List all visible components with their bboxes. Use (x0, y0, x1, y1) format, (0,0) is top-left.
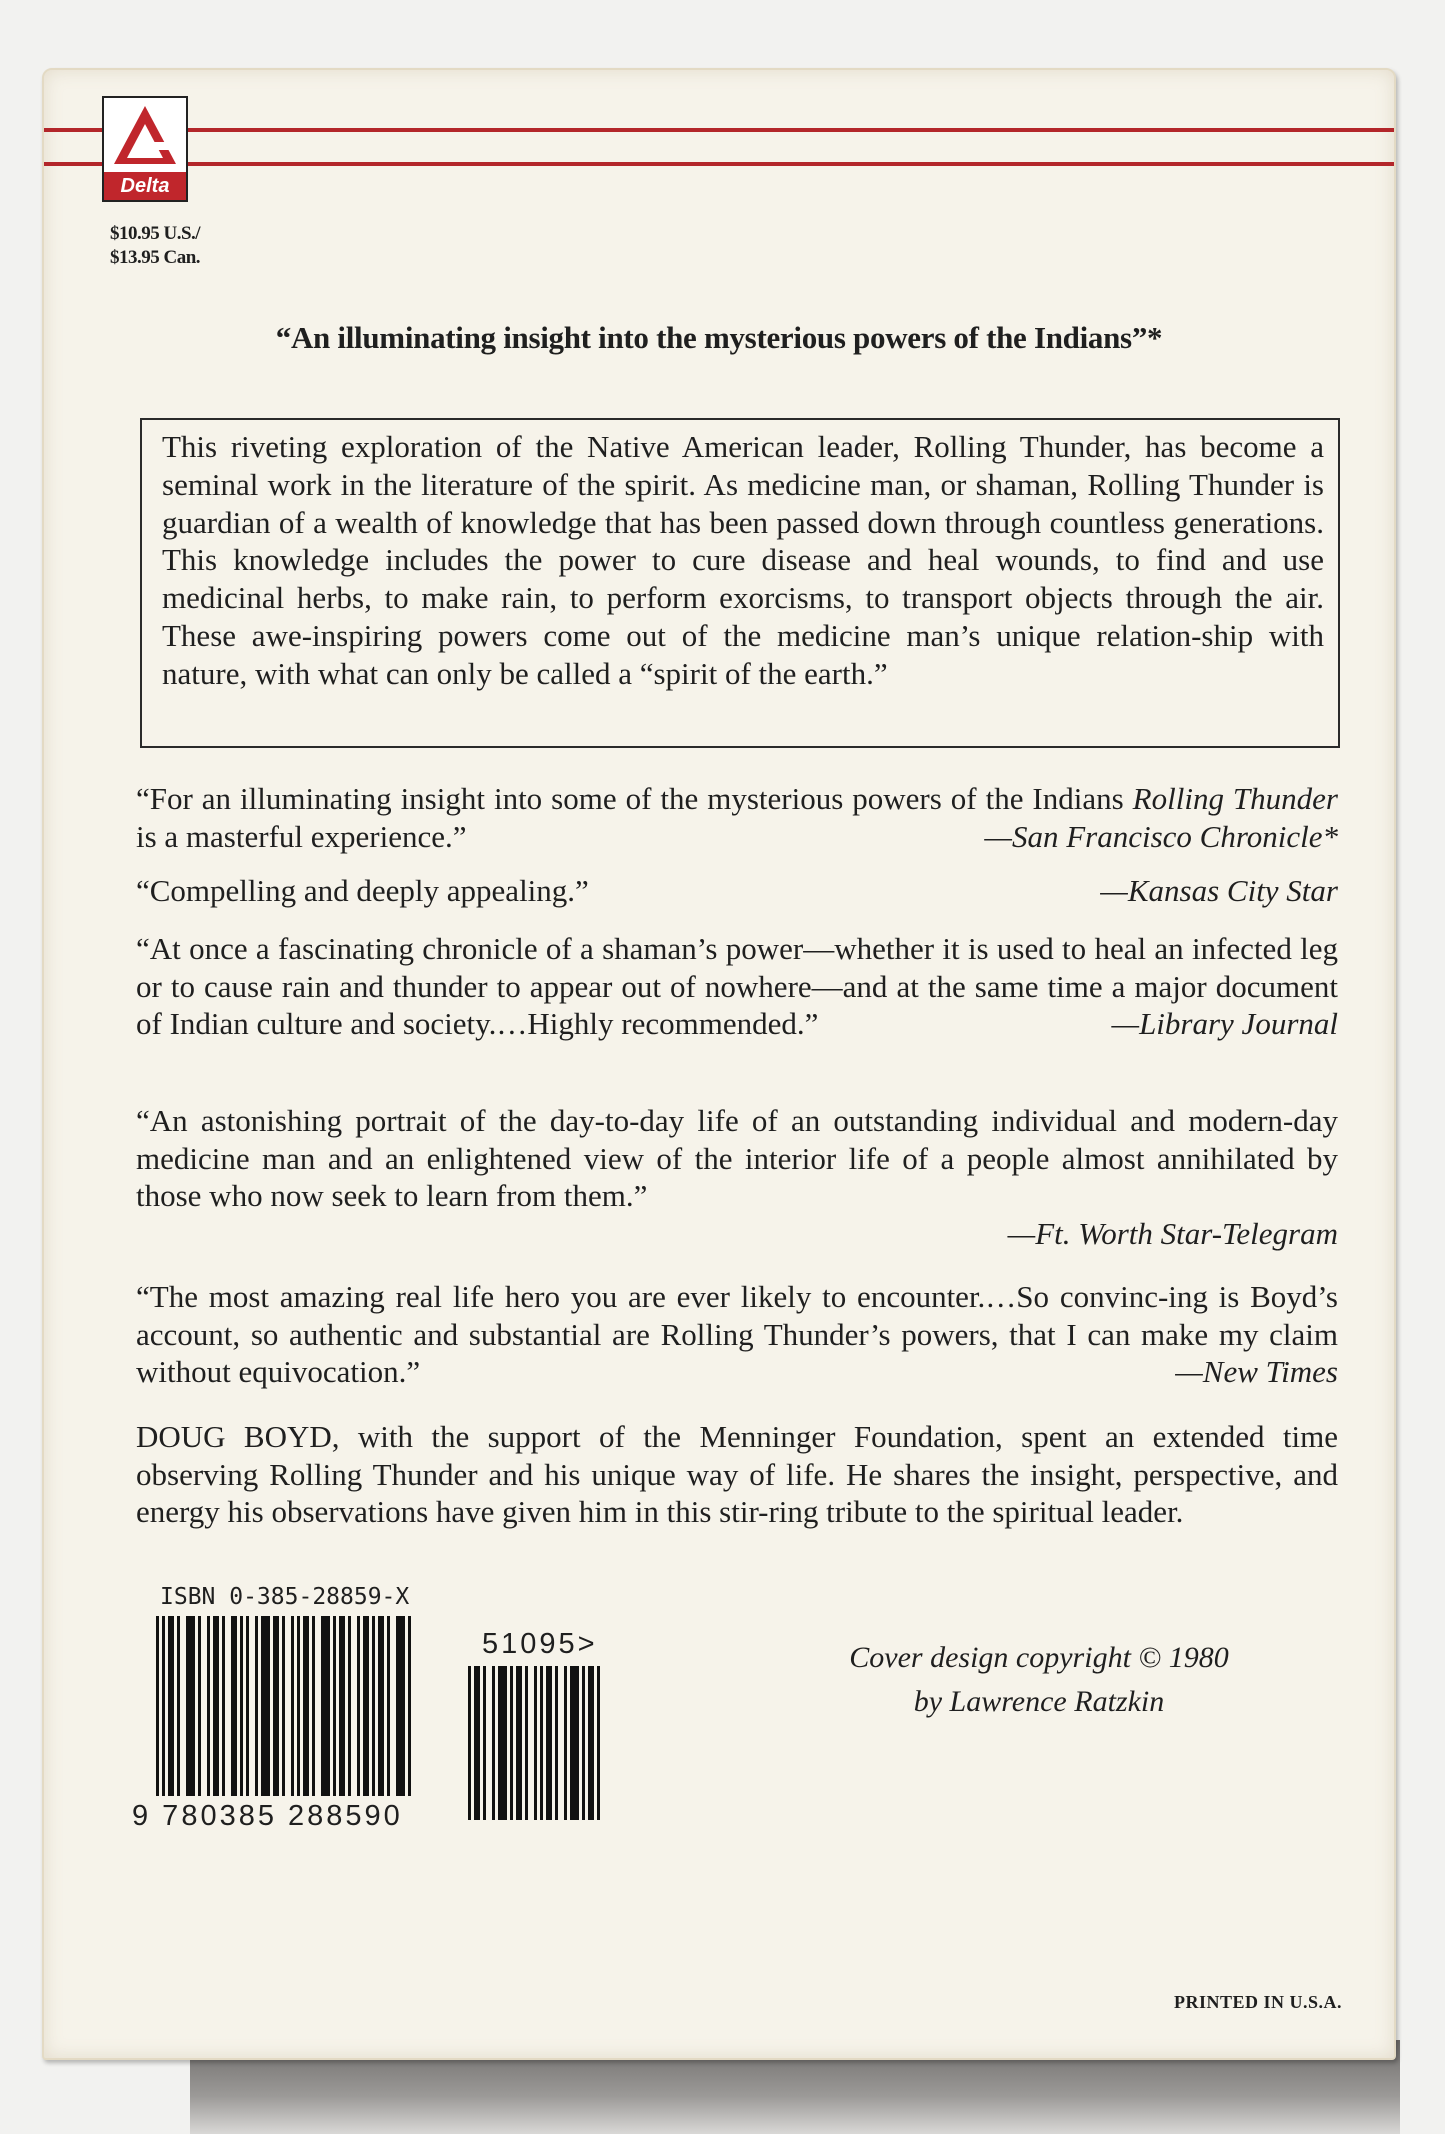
barcode-bar (207, 1616, 210, 1796)
review-3 (136, 930, 1338, 1043)
barcode-bar (273, 1616, 279, 1796)
barcode-bar (333, 1616, 336, 1796)
barcode-bar (546, 1666, 552, 1820)
price (110, 222, 200, 270)
barcode-bar (303, 1616, 309, 1796)
barcode-bar (534, 1666, 537, 1820)
barcode-bar (540, 1666, 543, 1820)
barcode-bar (378, 1616, 384, 1796)
barcode (156, 1616, 442, 1796)
barcode-bar (198, 1616, 201, 1796)
barcode-bar (231, 1616, 237, 1796)
barcode-bar (396, 1616, 405, 1796)
barcode-bar (483, 1666, 486, 1820)
cover-credit-line2: by Lawrence Ratzkin (913, 1685, 1165, 1718)
barcode-bar (321, 1616, 330, 1796)
review-quote: “At once a fascinating chronicle of a shaman’s power—whether it is used to heal an infected leg or to cause rain and thunder to appear out of nowhere—and at the same time a major document of Indian culture and society.…Highly recommended.” (136, 931, 1338, 1041)
review-source: —Library Journal (1111, 1006, 1338, 1041)
review-quote: “The most amazing real life hero you are ever likely to encounter.…So convinc-ing is Boyd’s account, so authentic and substantial are Rolling Thunder’s powers, that I can make my claim without equivocation.” (136, 1279, 1338, 1389)
barcode-bar (339, 1616, 345, 1796)
barcode-bar (312, 1616, 315, 1796)
review-quote: “An astonishing portrait of the day-to-day life of an outstanding individual and modern-day medicine man and an enlightened view of the interior life of a people almost annihilated by those who now seek to learn from them.” (136, 1103, 1338, 1213)
review-source: —New Times (1175, 1354, 1338, 1389)
review-source: —San Francisco Chronicle* (984, 818, 1338, 854)
cover-credit-line1: Cover design copyright © 1980 (849, 1641, 1229, 1674)
review-book-title: Rolling Thunder (1132, 781, 1338, 816)
blurb-text: This riveting exploration of the Native American leader, Rolling Thunder, has become a seminal work in the literature of the spirit. As medicine man, or shaman, Rolling Thunder is guardian of a wealth of knowledge that has been passed down through countless generations. This knowledge includes the power to cure disease and heal wounds, to find and use medicinal herbs, to make rain, to perform exorcisms, to transport objects through the air. These awe-inspiring powers come out of the medicine man’s unique relation-ship with nature, with what can only be called a “spirit of the earth.” (162, 429, 1324, 691)
delta-logo (102, 96, 188, 202)
barcode-digits: 9 780385 288590 (132, 1800, 403, 1832)
red-stripe-bottom (44, 162, 1394, 166)
review-quote: “Compelling and deeply appealing.” (136, 873, 589, 908)
barcode-bar (177, 1616, 180, 1796)
barcode-bar (372, 1616, 375, 1796)
barcode-bar (555, 1666, 558, 1820)
barcode-bar (162, 1616, 165, 1796)
barcode-bar (297, 1616, 300, 1796)
barcode-bar (357, 1616, 360, 1796)
publisher-logo-text: Delta (104, 172, 186, 200)
barcode-bar (156, 1616, 159, 1796)
barcode-bar (474, 1666, 480, 1820)
isbn: ISBN 0-385-28859-X (160, 1584, 410, 1610)
barcode-bar (498, 1666, 507, 1820)
barcode-bar (516, 1666, 522, 1820)
review-quote-end: is a masterful experience.” (136, 818, 467, 854)
barcode-bar (408, 1616, 411, 1796)
barcode-bar (282, 1616, 285, 1796)
delta-triangle-icon (110, 102, 180, 172)
barcode-addon (468, 1666, 612, 1820)
barcode-addon-digits: 51095> (482, 1628, 598, 1660)
barcode-bar (168, 1616, 174, 1796)
barcode-bar (564, 1666, 567, 1820)
barcode-bar (510, 1666, 513, 1820)
tagline: “An illuminating insight into the mysterious powers of the Indians”* (275, 320, 1163, 355)
barcode-bar (588, 1666, 594, 1820)
price-canada: $13.95 Can. (110, 247, 201, 268)
author-bio: DOUG BOYD, with the support of the Menninger Foundation, spent an extended time observing Rolling Thunder and his unique way of life. He shares the insight, perspective, and energy his observations have given him in this stir-ring tribute to the spiritual leader. (136, 1419, 1338, 1529)
review-5 (136, 1278, 1338, 1391)
barcode-bar (240, 1616, 243, 1796)
printed-in: PRINTED IN U.S.A. (1173, 1992, 1342, 2012)
barcode-bar (597, 1666, 600, 1820)
review-quote: “For an illuminating insight into some of the mysterious powers of the Indians (136, 781, 1124, 816)
barcode-bar (255, 1616, 258, 1796)
book-back-cover (42, 68, 1396, 2060)
barcode-bar (261, 1616, 270, 1796)
blurb-box (140, 418, 1340, 748)
barcode-bar (582, 1666, 585, 1820)
cover-credit (814, 1636, 1264, 1724)
review-source: —Kansas City Star (1100, 873, 1338, 908)
barcode-bar (213, 1616, 219, 1796)
barcode-bar (387, 1616, 390, 1796)
barcode-bar (525, 1666, 528, 1820)
review-1 (136, 780, 1338, 855)
barcode-bar (492, 1666, 495, 1820)
price-us: $10.95 U.S./ (110, 223, 201, 244)
review-2 (136, 872, 1338, 910)
review-source: —Ft. Worth Star-Telegram (1007, 1215, 1338, 1251)
barcode-bar (246, 1616, 249, 1796)
barcode-bar (570, 1666, 579, 1820)
red-stripe-top (44, 128, 1394, 132)
review-4 (136, 1102, 1338, 1252)
barcode-bar (363, 1616, 369, 1796)
barcode-bar (468, 1666, 471, 1820)
barcode-bar (186, 1616, 195, 1796)
barcode-bar (222, 1616, 225, 1796)
barcode-bar (348, 1616, 351, 1796)
barcode-bar (291, 1616, 294, 1796)
